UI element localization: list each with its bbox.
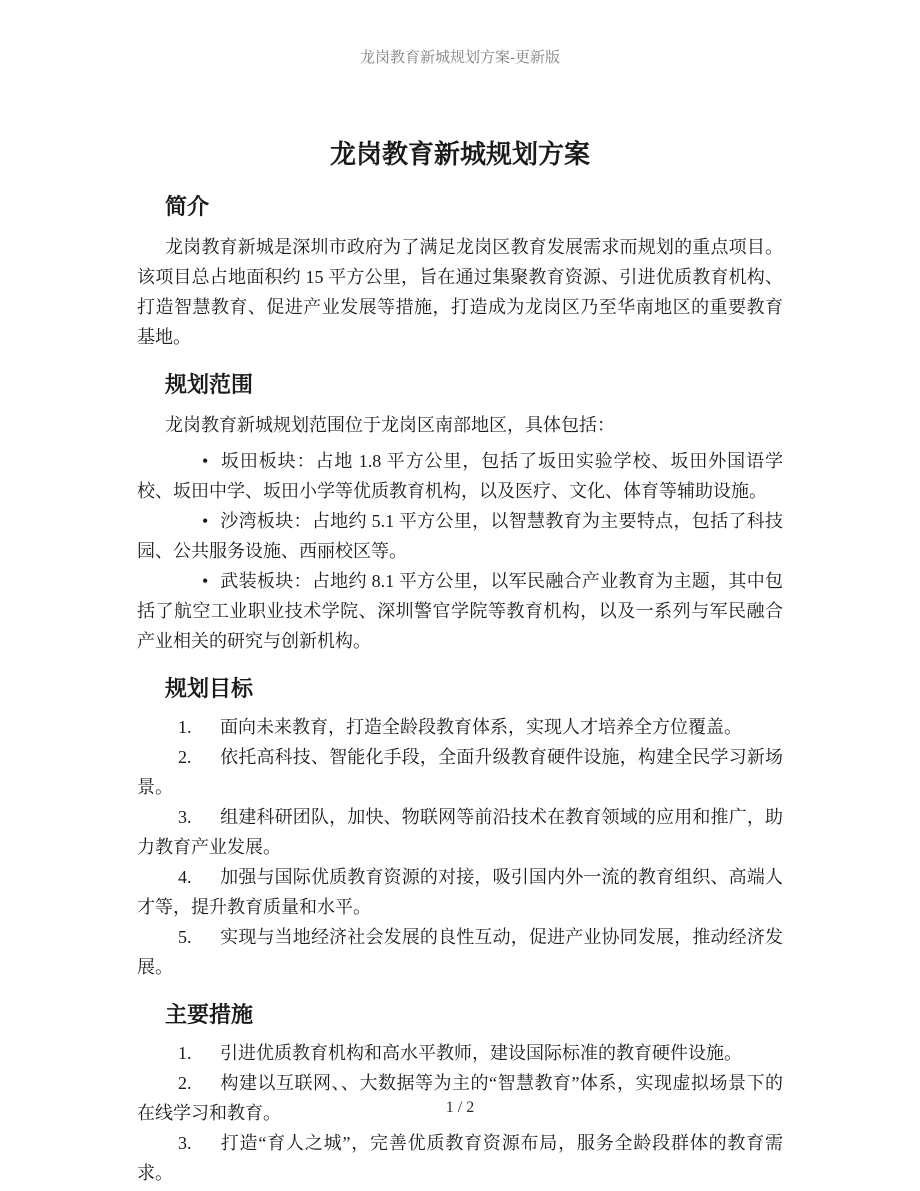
list-number: 2.	[178, 1073, 192, 1093]
section-heading-intro: 简介	[165, 194, 210, 219]
list-item	[137, 446, 783, 506]
list-number: 1.	[178, 717, 192, 737]
list-number: 1.	[178, 1043, 192, 1063]
list-item-text: 武装板块：占地约 8.1 平方公里，以军民融合产业教育为主题，其中包括了航空工业职业技术学院、深圳警官学院等教育机构，以及一系列与军民融合产业相关的研究与创新机构。	[137, 571, 783, 651]
list-item-text: 打造“育人之城”，完善优质教育资源布局，服务全龄段群体的教育需求。	[137, 1133, 783, 1183]
list-item-text: 依托高科技、智能化手段，全面升级教育硬件设施，构建全民学习新场景。	[137, 747, 783, 797]
section-heading-scope: 规划范围	[165, 372, 254, 397]
list-item	[137, 922, 783, 982]
list-item-text: 加强与国际优质教育资源的对接，吸引国内外一流的教育组织、高端人才等，提升教育质量和水平。	[137, 867, 783, 917]
list-number: 4.	[178, 867, 192, 887]
list-item	[137, 862, 783, 922]
list-item-text: 引进优质教育机构和高水平教师，建设国际标准的教育硬件设施。	[220, 1043, 742, 1063]
bullet-icon: •	[202, 571, 209, 591]
list-item	[137, 1038, 783, 1068]
section-heading-measures: 主要措施	[165, 1002, 254, 1027]
list-item-text: 沙湾板块：占地约 5.1 平方公里，以智慧教育为主要特点，包括了科技园、公共服务设施、西丽校区等。	[137, 511, 783, 561]
list-item	[137, 712, 783, 742]
list-number: 2.	[178, 747, 192, 767]
list-item-text: 组建科研团队，加快、物联网等前沿技术在教育领域的应用和推广，助力教育产业发展。	[137, 807, 783, 857]
list-number: 3.	[178, 1133, 192, 1153]
document-body	[137, 136, 783, 1188]
list-item-text: 构建以互联网、、大数据等为主的“智慧教育”体系，实现虚拟场景下的在线学习和教育。	[137, 1073, 783, 1123]
running-header: 龙岗教育新城规划方案-更新版	[360, 50, 560, 66]
list-item-text: 坂田板块：占地 1.8 平方公里，包括了坂田实验学校、坂田外国语学校、坂田中学、坂田小学等优质教育机构，以及医疗、文化、体育等辅助设施。	[137, 451, 783, 501]
intro-paragraph: 龙岗教育新城是深圳市政府为了满足龙岗区教育发展需求而规划的重点项目。该项目总占地面积约 15 平方公里，旨在通过集聚教育资源、引进优质教育机构、打造智慧教育、促进产业发展等措施，打造成为龙岗区乃至华南地区的重要教育基地。	[137, 237, 783, 347]
list-item	[137, 506, 783, 566]
list-item-text: 实现与当地经济社会发展的良性互动，促进产业协同发展，推动经济发展。	[137, 927, 783, 977]
scope-lead-paragraph: 龙岗教育新城规划范围位于龙岗区南部地区，具体包括：	[165, 415, 615, 435]
list-item	[137, 742, 783, 802]
list-number: 3.	[178, 807, 192, 827]
scope-bullet-list	[137, 446, 783, 656]
bullet-icon: •	[202, 511, 209, 531]
page-number: 1 / 2	[445, 1099, 475, 1116]
list-item	[137, 802, 783, 862]
goals-numbered-list	[137, 712, 783, 982]
list-item	[137, 1128, 783, 1188]
list-item	[137, 566, 783, 656]
bullet-icon: •	[202, 451, 209, 471]
document-title: 龙岗教育新城规划方案	[329, 140, 590, 169]
list-item-text: 面向未来教育，打造全龄段教育体系，实现人才培养全方位覆盖。	[220, 717, 742, 737]
list-number: 5.	[178, 927, 192, 947]
section-heading-goals: 规划目标	[165, 676, 254, 701]
